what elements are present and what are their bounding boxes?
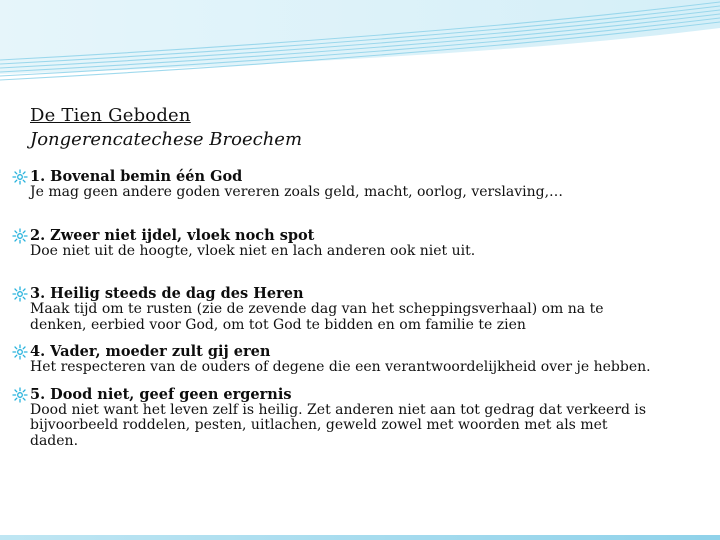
commandment-text: Je mag geen andere goden vereren zoals geld, macht, oorlog, verslaving,… xyxy=(30,184,564,200)
list-item xyxy=(12,386,652,450)
commandment-heading: 1. Bovenal bemin één God xyxy=(30,168,243,185)
commandment-heading: 5. Dood niet, geef geen ergernis xyxy=(30,385,292,403)
commandment-heading: 3. Heilig steeds de dag des Heren xyxy=(30,285,304,302)
sunburst-bullet-icon xyxy=(12,387,28,403)
list-item xyxy=(12,168,652,201)
title-block xyxy=(30,104,302,152)
commandment-heading: 4. Vader, moeder zult gij eren xyxy=(30,343,271,360)
list-item xyxy=(12,227,652,260)
sunburst-bullet-icon xyxy=(12,169,28,185)
commandment-text: Maak tijd om te rusten (zie de zevende dag van het scheppingsverhaal) om na te denken, eerbied voor God, om tot God te bidden en om familie te zien xyxy=(30,301,604,333)
commandments-list xyxy=(12,168,652,449)
sunburst-bullet-icon xyxy=(12,228,28,244)
commandment-heading: 2. Zweer niet ijdel, vloek noch spot xyxy=(30,226,315,244)
commandment-text: Het respecteren van de ouders of degene die een verantwoordelijkheid over je hebben. xyxy=(30,359,651,375)
page-subtitle: Jongerencatechese Broechem xyxy=(30,129,303,150)
decorative-bottom-band xyxy=(0,535,720,540)
commandment-text: Dood niet want het leven zelf is heilig. Zet anderen niet aan tot gedrag dat verkeerd is bijvoorbeeld roddelen, pesten, uitlachen, geweld zowel met woorden met als met daden. xyxy=(30,401,647,449)
decorative-wave-header xyxy=(0,0,720,95)
sunburst-bullet-icon xyxy=(12,286,28,302)
page-title: De Tien Geboden xyxy=(30,105,191,126)
list-item xyxy=(12,343,652,376)
list-item xyxy=(12,285,652,333)
commandment-text: Doe niet uit de hoogte, vloek niet en lach anderen ook niet uit. xyxy=(30,242,476,259)
sunburst-bullet-icon xyxy=(12,344,28,360)
